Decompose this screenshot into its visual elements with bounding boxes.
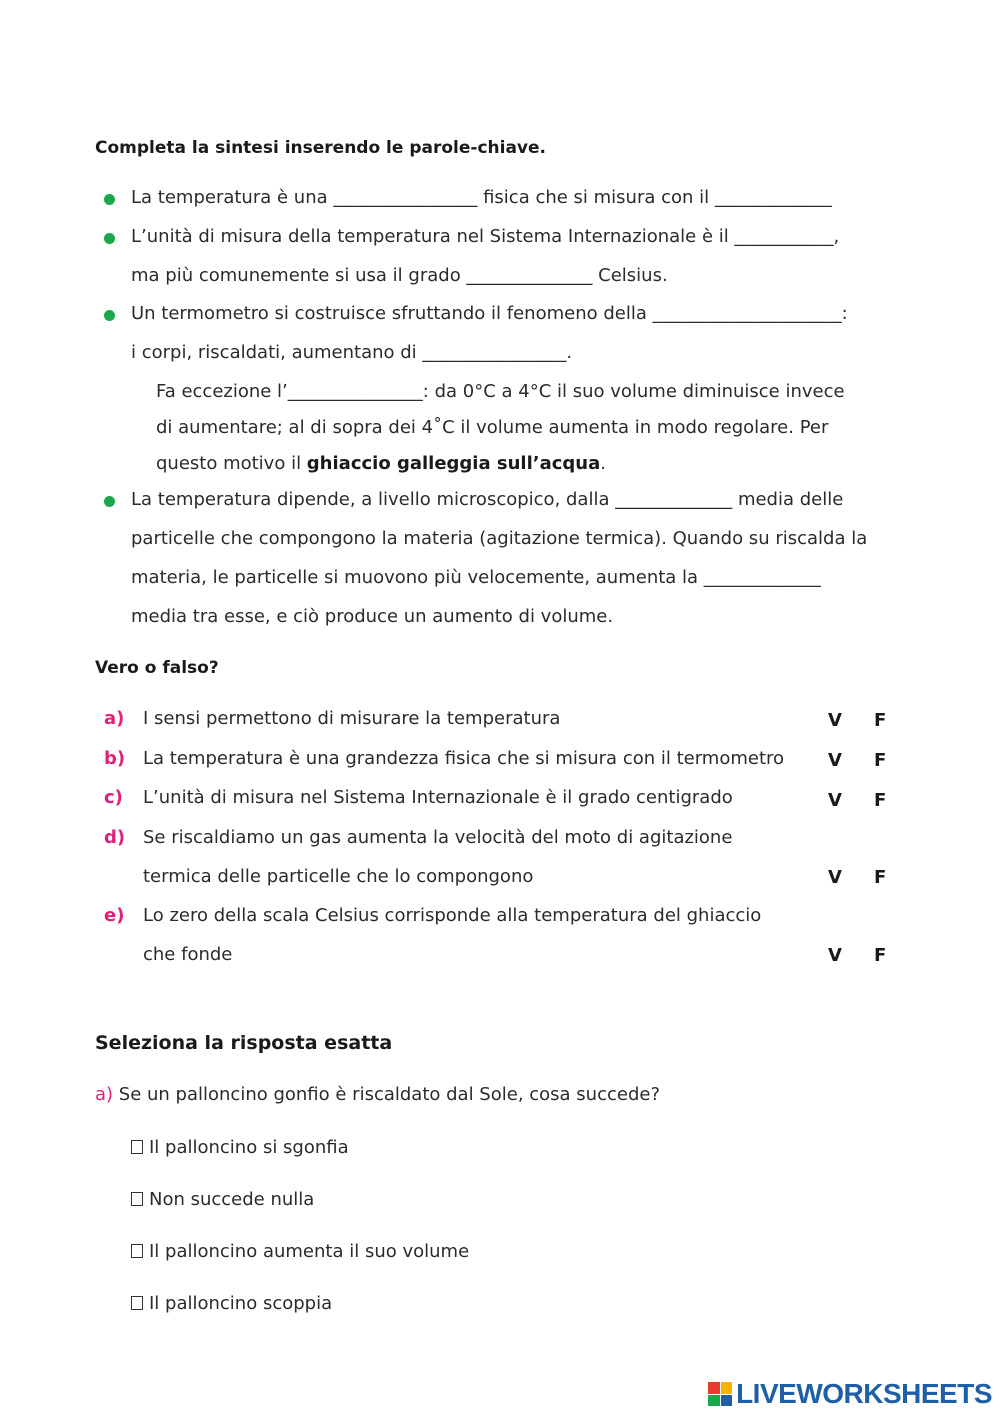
logo-square <box>708 1382 720 1394</box>
fill-line[interactable]: materia, le particelle si muovono più velocemente, aumenta la _____________ <box>131 567 821 588</box>
false-option[interactable]: F <box>874 710 887 731</box>
false-option[interactable]: F <box>874 750 887 771</box>
statement-text: I sensi permettono di misurare la temperatura <box>143 708 561 729</box>
note-prefix: questo motivo il <box>156 453 307 474</box>
true-option[interactable]: V <box>828 945 842 966</box>
answer-option[interactable] <box>131 1293 332 1314</box>
item-letter: a) <box>104 708 125 729</box>
logo-mark-icon <box>708 1382 732 1406</box>
statement-text: Se riscaldiamo un gas aumenta la velocità del moto di agitazione <box>143 827 733 848</box>
answer-option[interactable] <box>131 1241 469 1262</box>
logo-square <box>721 1395 733 1407</box>
checkbox-icon[interactable] <box>131 1244 143 1258</box>
fill-line[interactable]: L’unità di misura della temperatura nel Sistema Internazionale è il ___________, <box>131 226 840 247</box>
statement-text: che fonde <box>143 944 233 965</box>
section-heading-true-false: Vero o falso? <box>95 658 219 678</box>
statement-text: Lo zero della scala Celsius corrisponde alla temperatura del ghiaccio <box>143 905 762 926</box>
item-letter: e) <box>104 905 125 926</box>
logo-square <box>721 1382 733 1394</box>
question-text: Se un palloncino gonfio è riscaldato dal Sole, cosa succede? <box>113 1084 661 1105</box>
question <box>95 1084 660 1105</box>
bullet-icon <box>104 233 115 244</box>
fill-line[interactable]: La temperatura è una ________________ fisica che si misura con il _____________ <box>131 187 832 208</box>
fill-line[interactable]: ma più comunemente si usa il grado ______________ Celsius. <box>131 265 668 286</box>
statement-text: termica delle particelle che lo compongono <box>143 866 534 887</box>
fill-line: media tra esse, e ciò produce un aumento di volume. <box>131 606 614 627</box>
checkbox-icon[interactable] <box>131 1192 143 1206</box>
liveworksheets-logo <box>708 1378 992 1410</box>
option-label: Non succede nulla <box>149 1189 315 1210</box>
true-option[interactable]: V <box>828 750 842 771</box>
item-letter: c) <box>104 787 123 808</box>
checkbox-icon[interactable] <box>131 1140 143 1154</box>
logo-square <box>708 1395 720 1407</box>
option-label: Il palloncino aumenta il suo volume <box>149 1241 470 1262</box>
question-letter: a) <box>95 1084 114 1105</box>
false-option[interactable]: F <box>874 945 887 966</box>
true-option[interactable]: V <box>828 867 842 888</box>
false-option[interactable]: F <box>874 790 887 811</box>
section-heading-keywords: Completa la sintesi inserendo le parole-chiave. <box>95 138 546 158</box>
statement-text: L’unità di misura nel Sistema Internazionale è il grado centigrado <box>143 787 733 808</box>
false-option[interactable]: F <box>874 867 887 888</box>
true-option[interactable]: V <box>828 710 842 731</box>
option-label: Il palloncino si sgonfia <box>149 1137 349 1158</box>
fill-line[interactable]: La temperatura dipende, a livello microscopico, dalla _____________ media delle <box>131 489 844 510</box>
item-letter: b) <box>104 748 126 769</box>
fill-line: particelle che compongono la materia (agitazione termica). Quando su riscalda la <box>131 528 868 549</box>
section-heading-multiple-choice: Seleziona la risposta esatta <box>95 1032 393 1054</box>
true-option[interactable]: V <box>828 790 842 811</box>
bullet-icon <box>104 310 115 321</box>
answer-option[interactable] <box>131 1189 314 1210</box>
note-line <box>156 453 606 474</box>
logo-text: LIVEWORKSHEETS <box>736 1378 992 1409</box>
fill-line[interactable]: Un termometro si costruisce sfruttando il fenomeno della _____________________: <box>131 303 848 324</box>
bullet-icon <box>104 496 115 507</box>
answer-option[interactable] <box>131 1137 349 1158</box>
bullet-icon <box>104 194 115 205</box>
checkbox-icon[interactable] <box>131 1296 143 1310</box>
item-letter: d) <box>104 827 126 848</box>
option-label: Il palloncino scoppia <box>149 1293 333 1314</box>
statement-text: La temperatura è una grandezza fisica che si misura con il termometro <box>143 748 785 769</box>
note-line[interactable]: Fa eccezione l’_______________: da 0°C a 4°C il suo volume diminuisce invece <box>156 381 845 402</box>
note-bold: ghiaccio galleggia sull’acqua <box>306 453 601 474</box>
fill-line[interactable]: i corpi, riscaldati, aumentano di ________________. <box>131 342 573 363</box>
note-suffix: . <box>600 453 606 474</box>
note-line: di aumentare; al di sopra dei 4˚C il volume aumenta in modo regolare. Per <box>156 417 829 438</box>
